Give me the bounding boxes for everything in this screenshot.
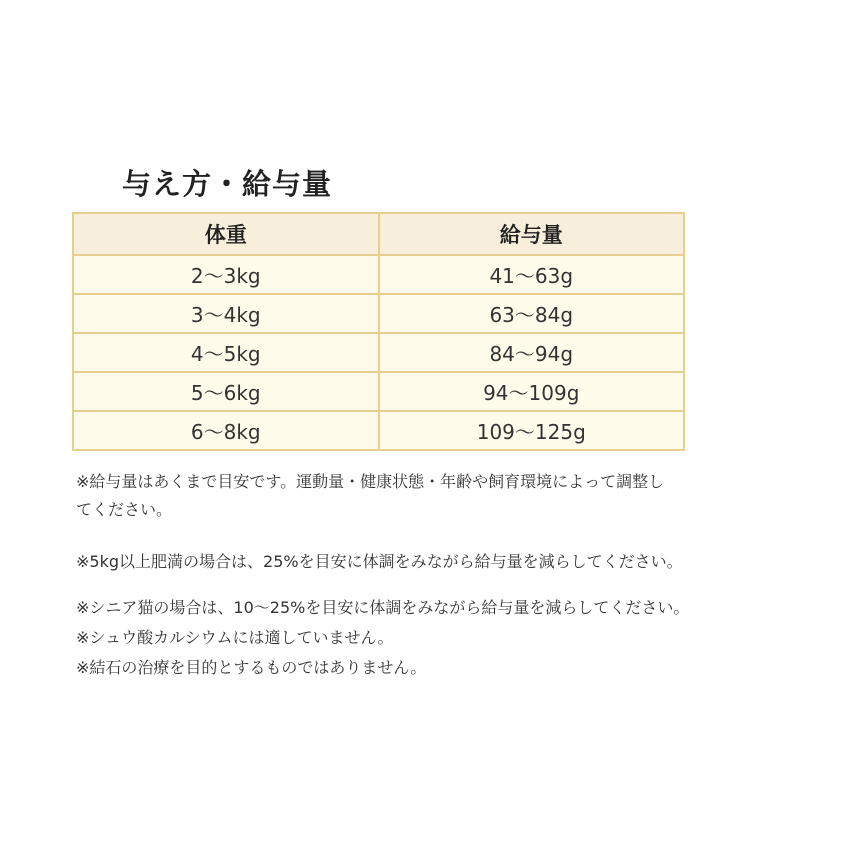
weight-cell: 5〜6kg [73,372,379,411]
table-row [73,411,684,450]
notes-section [76,468,836,682]
table-header-row [73,213,684,255]
note-senior: ※シニア猫の場合は、10〜25%を目安に体調をみながら給与量を減らしてください。 [76,598,690,617]
weight-cell: 3〜4kg [73,294,379,333]
weight-cell: 6〜8kg [73,411,379,450]
amount-cell: 84〜94g [379,333,685,372]
table-row [73,294,684,333]
weight-cell: 4〜5kg [73,333,379,372]
note-guideline: ※給与量はあくまで目安です。運動量・健康状態・年齢や飼育環境によって調整してください。 [76,472,665,519]
table-row [73,255,684,294]
table-row [73,372,684,411]
page-title: 与え方・給与量 [122,167,333,202]
header-feeding-amount: 給与量 [379,213,685,255]
note-obesity: ※5kg以上肥満の場合は、25%を目安に体調をみながら給与量を減らしてください。 [76,552,683,571]
amount-cell: 41〜63g [379,255,685,294]
amount-cell: 94〜109g [379,372,685,411]
table-row [73,333,684,372]
feeding-amount-table [72,212,685,451]
note-not-treatment: ※結石の治療を目的とするものではありません。 [76,658,427,677]
header-weight: 体重 [73,213,379,255]
amount-cell: 109〜125g [379,411,685,450]
note-calcium-oxalate: ※シュウ酸カルシウムには適していません。 [76,628,394,647]
weight-cell: 2〜3kg [73,255,379,294]
amount-cell: 63〜84g [379,294,685,333]
